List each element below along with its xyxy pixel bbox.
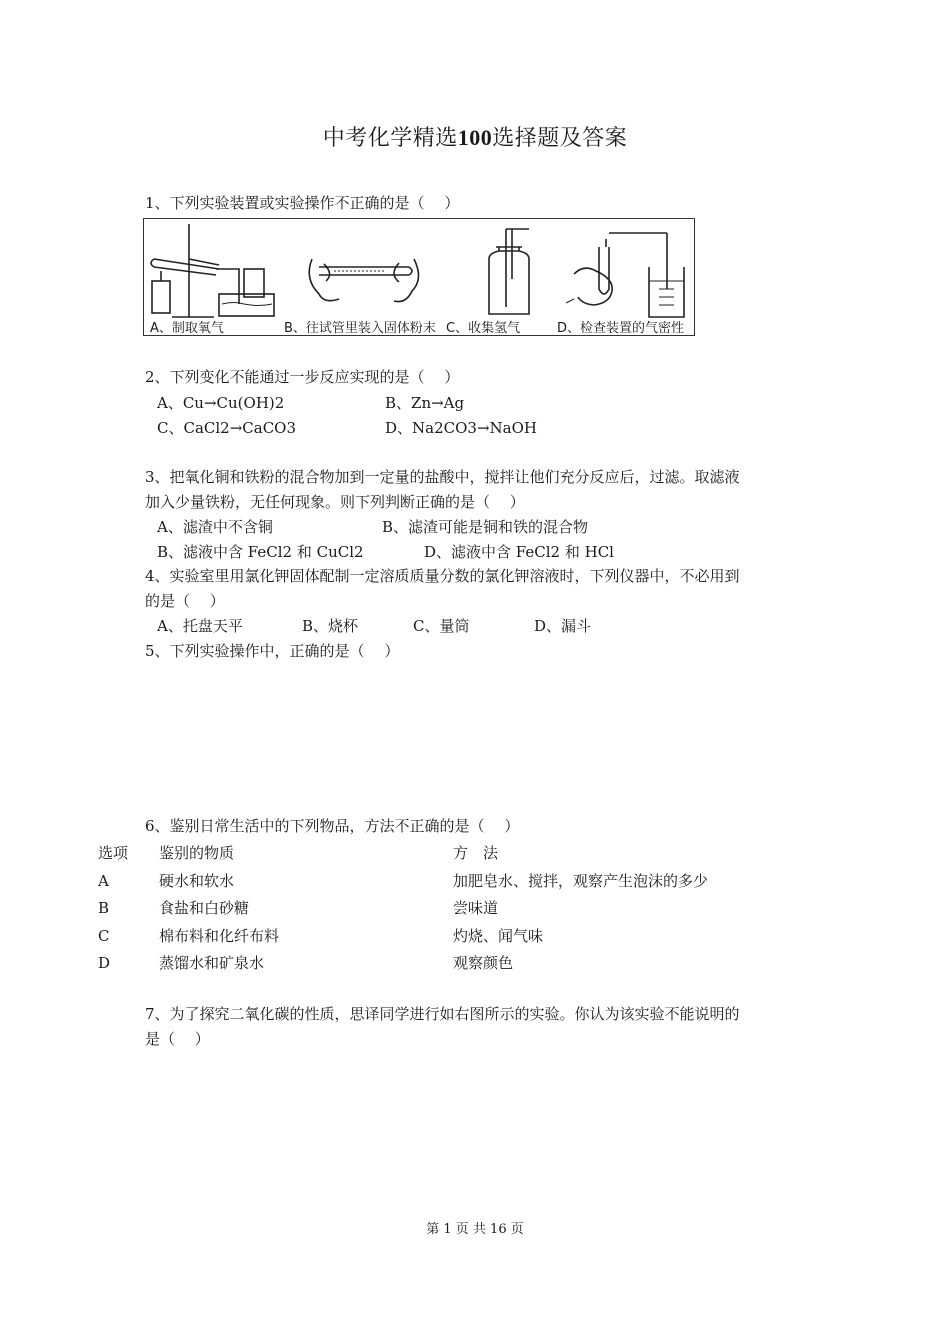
- figure-caption-a: A、制取氧气: [150, 321, 224, 336]
- question-7-stem-line1: 7、为了探究二氧化碳的性质，思译同学进行如右图所示的实验。你认为该实验不能说明的: [145, 1005, 740, 1023]
- table-header-substances: 鉴别的物质: [159, 844, 235, 862]
- question-2-option-c: C、CaCl2→CaCO3: [157, 419, 297, 437]
- table-row-d-method: 观察颜色: [453, 954, 514, 972]
- table-header-option: 选项: [98, 844, 129, 862]
- figure-caption-c: C、收集氢气: [446, 321, 521, 336]
- question-3-option-b: B、滤渣可能是铜和铁的混合物: [382, 518, 589, 536]
- question-4-option-a: A、托盘天平: [157, 617, 243, 635]
- question-3-option-d: D、滤液中含 FeCl2 和 HCl: [424, 543, 614, 561]
- question-4-option-b: B、烧杯: [302, 617, 359, 635]
- page-footer: 第 1 页 共 16 页: [426, 1222, 524, 1237]
- table-row-b-substances: 食盐和白砂糖: [159, 899, 250, 917]
- question-3-option-c: B、滤液中含 FeCl2 和 CuCl2: [157, 543, 364, 561]
- question-4-option-d: D、漏斗: [534, 617, 592, 635]
- question-7-stem-line2: 是（ ）: [145, 1030, 210, 1048]
- question-4-option-c: C、量筒: [413, 617, 470, 635]
- table-row-c-method: 灼烧、闻气味: [453, 927, 544, 945]
- figure-caption-d: D、检查装置的气密性: [557, 321, 685, 336]
- table-row-a-substances: 硬水和软水: [159, 872, 235, 890]
- table-row-a-option: A: [98, 872, 109, 890]
- table-row-b-option: B: [98, 899, 110, 917]
- question-3-option-a: A、滤渣中不含铜: [157, 518, 273, 536]
- page-title: 中考化学精选100选择题及答案: [322, 125, 628, 151]
- table-row-a-method: 加肥皂水、搅拌，观察产生泡沫的多少: [453, 872, 709, 890]
- question-2-option-d: D、Na2CO3→NaOH: [385, 419, 537, 437]
- question-1-stem: 1、下列实验装置或实验操作不正确的是（ ）: [145, 194, 460, 212]
- table-row-c-option: C: [98, 927, 110, 945]
- figure-caption-b: B、往试管里装入固体粉末: [284, 321, 436, 336]
- question-2-option-b: B、Zn→Ag: [385, 394, 465, 412]
- table-row-d-option: D: [98, 954, 111, 972]
- question-4-stem-line2: 的是（ ）: [145, 592, 225, 610]
- table-row-b-method: 尝味道: [453, 899, 499, 917]
- question-2-stem: 2、下列变化不能通过一步反应实现的是（ ）: [145, 368, 460, 386]
- apparatus-figure: [143, 218, 695, 336]
- question-5-stem: 5、下列实验操作中，正确的是（ ）: [145, 642, 400, 660]
- table-header-method: 方 法: [453, 844, 499, 862]
- question-2-option-a: A、Cu→Cu(OH)2: [157, 394, 285, 412]
- question-4-stem-line1: 4、实验室里用氯化钾固体配制一定溶质质量分数的氯化钾溶液时，下列仪器中，不必用到: [145, 567, 740, 585]
- question-6-stem: 6、鉴别日常生活中的下列物品，方法不正确的是（ ）: [145, 817, 520, 835]
- question-3-stem-line1: 3、把氧化铜和铁粉的混合物加到一定量的盐酸中，搅拌让他们充分反应后，过滤。取滤液: [145, 468, 740, 486]
- question-3-stem-line2: 加入少量铁粉，无任何现象。则下列判断正确的是（ ）: [145, 493, 525, 511]
- table-row-c-substances: 棉布料和化纤布料: [159, 927, 280, 945]
- table-row-d-substances: 蒸馏水和矿泉水: [159, 954, 265, 972]
